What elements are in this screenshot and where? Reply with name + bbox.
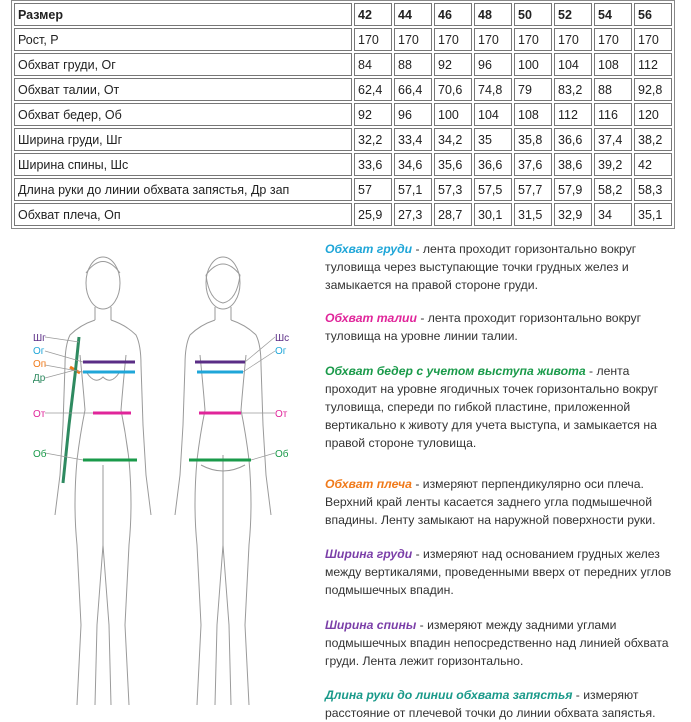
value-cell: 37,4 bbox=[594, 128, 632, 151]
row-label-cell: Длина руки до линии обхвата запястья, Др зап bbox=[14, 178, 352, 201]
front-figure-outline bbox=[55, 257, 151, 705]
table-row bbox=[14, 28, 672, 51]
label-ot: От bbox=[33, 409, 46, 420]
value-cell: 120 bbox=[634, 103, 672, 126]
value-cell: 37,6 bbox=[514, 153, 552, 176]
table-row bbox=[14, 78, 672, 101]
value-cell: 42 bbox=[634, 153, 672, 176]
value-cell: 57,3 bbox=[434, 178, 472, 201]
value-cell: 57,5 bbox=[474, 178, 512, 201]
size-header-cell: 48 bbox=[474, 3, 512, 26]
value-cell: 66,4 bbox=[394, 78, 432, 101]
value-cell: 25,9 bbox=[354, 203, 392, 226]
value-cell: 36,6 bbox=[554, 128, 592, 151]
size-table bbox=[11, 0, 675, 229]
value-cell: 34,6 bbox=[394, 153, 432, 176]
row-label-cell: Обхват бедер, Об bbox=[14, 103, 352, 126]
table-row bbox=[14, 153, 672, 176]
value-cell: 28,7 bbox=[434, 203, 472, 226]
desc-op: Обхват плеча - измеряют перпендикулярно оси плеча. Верхний край ленты касается заднего угла подмышечной впадины. Ленту замыкают на наружной поверхности руки. bbox=[325, 477, 656, 527]
size-header-cell: 54 bbox=[594, 3, 632, 26]
value-cell: 33,4 bbox=[394, 128, 432, 151]
label-og: Ог bbox=[33, 346, 45, 357]
value-cell: 112 bbox=[634, 53, 672, 76]
value-cell: 92 bbox=[434, 53, 472, 76]
value-cell: 57,9 bbox=[554, 178, 592, 201]
size-header-cell: 56 bbox=[634, 3, 672, 26]
value-cell: 35,6 bbox=[434, 153, 472, 176]
value-cell: 108 bbox=[514, 103, 552, 126]
row-label-cell: Ширина груди, Шг bbox=[14, 128, 352, 151]
desc-ob: Обхват бедер с учетом выступа живота - лента проходит на уровне ягодичных точек горизонтально вокруг туловища, спереди по гибкой пластине, приложенной вертикально к животу для учета выступа, и замыкается на правой стороне туловища. bbox=[325, 364, 659, 450]
value-cell: 170 bbox=[554, 28, 592, 51]
value-cell: 35,1 bbox=[634, 203, 672, 226]
value-cell: 112 bbox=[554, 103, 592, 126]
value-cell: 58,3 bbox=[634, 178, 672, 201]
value-cell: 38,6 bbox=[554, 153, 592, 176]
value-cell: 88 bbox=[594, 78, 632, 101]
row-label-cell: Обхват талии, От bbox=[14, 78, 352, 101]
value-cell: 58,2 bbox=[594, 178, 632, 201]
value-cell: 35,8 bbox=[514, 128, 552, 151]
label-ob-back: Об bbox=[275, 449, 289, 460]
value-cell: 170 bbox=[354, 28, 392, 51]
table-header-row bbox=[14, 3, 672, 26]
value-cell: 36,6 bbox=[474, 153, 512, 176]
label-shs-back: Шс bbox=[275, 333, 290, 344]
desc-shs: Ширина спины - измеряют между задними углами подмышечных впадин непосредственно над линией обхвата груди. Лента лежит горизонтально. bbox=[325, 618, 669, 668]
row-label-cell: Обхват плеча, Оп bbox=[14, 203, 352, 226]
value-cell: 170 bbox=[394, 28, 432, 51]
back-figure-outline bbox=[175, 257, 271, 705]
value-cell: 31,5 bbox=[514, 203, 552, 226]
size-header-cell: 46 bbox=[434, 3, 472, 26]
value-cell: 70,6 bbox=[434, 78, 472, 101]
value-cell: 170 bbox=[474, 28, 512, 51]
value-cell: 83,2 bbox=[554, 78, 592, 101]
row-label-cell: Обхват груди, Ог bbox=[14, 53, 352, 76]
value-cell: 104 bbox=[554, 53, 592, 76]
value-cell: 104 bbox=[474, 103, 512, 126]
label-ot-back: От bbox=[275, 409, 288, 420]
size-header-cell: 44 bbox=[394, 3, 432, 26]
value-cell: 170 bbox=[594, 28, 632, 51]
header-label-cell: Размер bbox=[14, 3, 352, 26]
table-row bbox=[14, 178, 672, 201]
value-cell: 74,8 bbox=[474, 78, 512, 101]
value-cell: 57,7 bbox=[514, 178, 552, 201]
value-cell: 170 bbox=[434, 28, 472, 51]
desc-shg: Ширина груди - измеряют над основанием грудных желез между вертикалями, проведенными вверх от передних углов подмышечных впадин. bbox=[325, 547, 672, 597]
value-cell: 92,8 bbox=[634, 78, 672, 101]
value-cell: 34,2 bbox=[434, 128, 472, 151]
label-op: Оп bbox=[33, 359, 47, 370]
value-cell: 34 bbox=[594, 203, 632, 226]
value-cell: 57,1 bbox=[394, 178, 432, 201]
value-cell: 96 bbox=[474, 53, 512, 76]
value-cell: 84 bbox=[354, 53, 392, 76]
value-cell: 32,2 bbox=[354, 128, 392, 151]
value-cell: 39,2 bbox=[594, 153, 632, 176]
label-og-back: Ог bbox=[275, 346, 287, 357]
value-cell: 100 bbox=[434, 103, 472, 126]
value-cell: 88 bbox=[394, 53, 432, 76]
value-cell: 116 bbox=[594, 103, 632, 126]
row-label-cell: Ширина спины, Шс bbox=[14, 153, 352, 176]
size-header-cell: 50 bbox=[514, 3, 552, 26]
table-row bbox=[14, 103, 672, 126]
label-dr: Др bbox=[33, 373, 46, 384]
value-cell: 92 bbox=[354, 103, 392, 126]
value-cell: 35 bbox=[474, 128, 512, 151]
desc-ot: Обхват талии - лента проходит горизонтально вокруг туловища на уровне линии талии. bbox=[325, 311, 642, 343]
value-cell: 27,3 bbox=[394, 203, 432, 226]
value-cell: 32,9 bbox=[554, 203, 592, 226]
value-cell: 170 bbox=[514, 28, 552, 51]
value-cell: 30,1 bbox=[474, 203, 512, 226]
desc-dr: Длина руки до линии обхвата запястья - измеряют расстояние от плечевой точки до линии обхвата запястья. bbox=[325, 688, 656, 720]
value-cell: 108 bbox=[594, 53, 632, 76]
value-cell: 96 bbox=[394, 103, 432, 126]
value-cell: 62,4 bbox=[354, 78, 392, 101]
value-cell: 57 bbox=[354, 178, 392, 201]
table-row bbox=[14, 53, 672, 76]
body-measurement-figure bbox=[25, 245, 305, 722]
value-cell: 79 bbox=[514, 78, 552, 101]
value-cell: 38,2 bbox=[634, 128, 672, 151]
size-header-cell: 42 bbox=[354, 3, 392, 26]
label-ob: Об bbox=[33, 449, 47, 460]
table-row bbox=[14, 128, 672, 151]
value-cell: 100 bbox=[514, 53, 552, 76]
desc-og: Обхват груди - лента проходит горизонтально вокруг туловища через выступающие точки грудных желез и замыкается на правой стороне груди. bbox=[325, 242, 637, 292]
value-cell: 170 bbox=[634, 28, 672, 51]
row-label-cell: Рост, Р bbox=[14, 28, 352, 51]
table-row bbox=[14, 203, 672, 226]
size-header-cell: 52 bbox=[554, 3, 592, 26]
value-cell: 33,6 bbox=[354, 153, 392, 176]
label-shg: Шг bbox=[33, 333, 46, 344]
